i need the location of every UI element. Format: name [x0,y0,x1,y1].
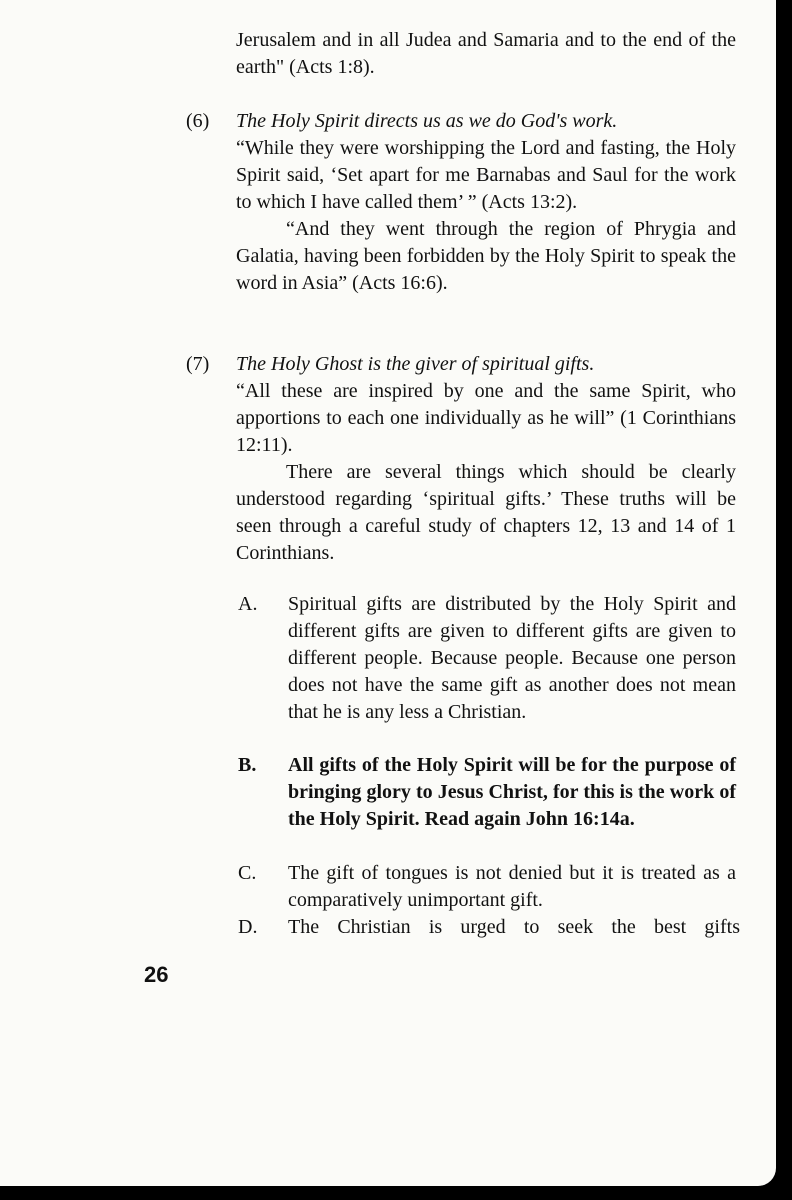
point-6-quote-2: “And they went through the region of Phrygia and Galatia, having been forbidden by the Holy Spirit to speak the word in Asia” (Acts 16:6). [236,218,736,294]
list-letter-a: A. [238,593,258,615]
point-7-quote: “All these are inspired by one and the same Spirit, who apportions to each one individually as he will” (1 Corinthians 12:11). [236,380,736,456]
point-7-number: (7) [186,353,210,375]
page-number: 26 [144,962,169,987]
point-6-number: (6) [186,110,210,132]
list-letter-c: C. [238,862,257,884]
point-6-block [236,108,736,297]
point-7-heading: The Holy Ghost is the giver of spiritual gifts. [236,353,595,375]
list-letter-d: D. [238,916,258,938]
list-item-d: The Christian is urged to seek the best gifts [288,916,740,938]
continuation-text: Jerusalem and in all Judea and Samaria and to the end of the earth" (Acts 1:8). [236,29,736,78]
continuation-paragraph [236,27,736,81]
list-letter-b: B. [238,754,257,776]
point-6-heading: The Holy Spirit directs us as we do God's work. [236,110,618,132]
point-7-intro: There are several things which should be clearly understood regarding ‘spiritual gifts.’ These truths will be seen through a careful study of chapters 12, 13 and 14 of 1 Corinthians. [236,461,736,564]
list-item-b: All gifts of the Holy Spirit will be for the purpose of bringing glory to Jesus Christ, for this is the work of the Holy Spirit. Read again John 16:14a. [288,754,736,830]
point-6-quote-1: “While they were worshipping the Lord and fasting, the Holy Spirit said, ‘Set apart for me Barnabas and Saul for the work to which I have called them’ ” (Acts 13:2). [236,137,736,213]
point-7-block [236,351,736,567]
list-item-a: Spiritual gifts are distributed by the Holy Spirit and different gifts are given to different gifts are given to different people. Because people. Because one person does not have the same gift as another does not mean that he is any less a Christian. [288,593,736,723]
list-item-c: The gift of tongues is not denied but it is treated as a comparatively unimportant gift. [288,862,736,911]
